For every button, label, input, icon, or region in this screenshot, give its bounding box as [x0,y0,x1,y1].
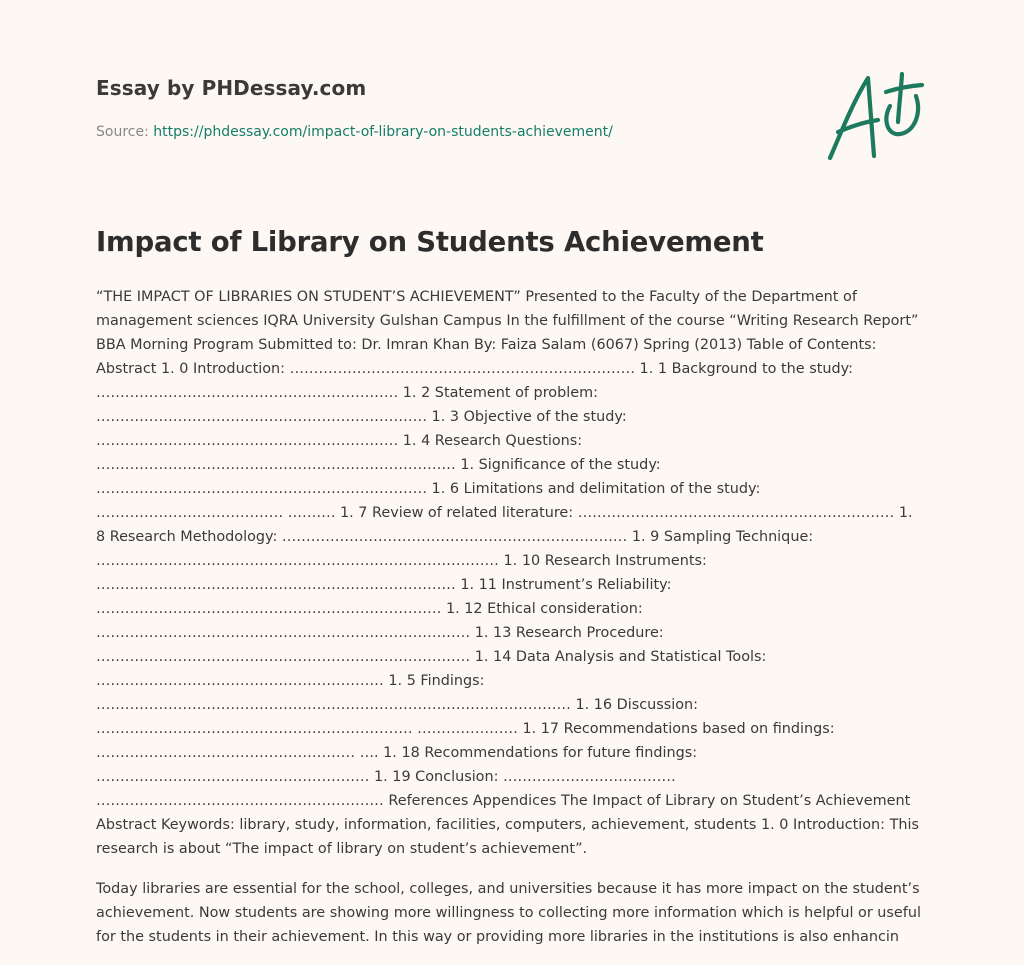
plus-loop-stroke [886,96,918,134]
page-title: Impact of Library on Students Achievement [96,226,764,258]
essay-body [96,285,926,965]
paragraph-2: Today libraries are essential for the school, colleges, and universities because it has more impact on the student’s achievement. Now students are showing more willingness to collecting more information which is helpful or useful for the students in their achievement. In this way or providing more libraries in the institutions is also enhancin [96,881,921,945]
plus-horizontal-stroke [886,85,922,92]
brand-heading: Essay by PHDessay.com [96,76,367,100]
source-link[interactable]: https://phdessay.com/impact-of-library-on-students-achievement/ [153,124,613,140]
source-label: Source: [96,124,149,140]
source-line [96,124,613,140]
plus-vertical-stroke [898,74,902,122]
a-plus-grade-icon [824,66,928,166]
paragraph-1: “THE IMPACT OF LIBRARIES ON STUDENT’S ACHIEVEMENT” Presented to the Faculty of the Department of management sciences IQRA University Gulshan Campus In the fulfillment of the course “Writing Research Report” BBA Morning Program Submitted to: Dr. Imran Khan By: Faiza Salam (6067) Spring (2013) Table of Contents: Abstract 1. 0 Introduction: ……………………………………………………………… 1. 1 Background to the study: ……………………………………………………… 1. 2 Statement of problem: …………………………………………………………… 1. 3 Objective of the study: ……………………………………………………… 1. 4 Research Questions: ………………………………………………………………… 1. Significance of the study: …………………………………………………………… 1. 6 Limitations and delimitation of the study: ………………………………… ………. 1. 7 Review of related literature: ………………………………………………………… 1. 8 Research Methodology: ……………………………………………………………… 1. 9 Sampling Technique: ………………………………………………………………………… 1. 10 Research Instruments: ………………………………………………………………… 1. 11 Instrument’s Reliability: ……………………………………………………………… 1. 12 Ethical consideration: …………………………………………………………………… 1. 13 Research Procedure: …………………………………………………………………… 1. 14 Data Analysis and Statistical Tools: …………………………………………………… 1. 5 Findings: ……………………………………………………………………………………… 1. 16 Discussion: ………………………………………………………… ………………… 1. 17 Recommendations based on findings: ……………………………………………… …. 1. 18 Recommendations for future findings: ………………………………………………… 1. 19 Conclusion: ……………………………… …………………………………………………… References Appendices The Impact of Library on Student’s Achievement Abstract Keywords: library, study, information, facilities, computers, achievement, students 1. 0 Introduction: This research is about “The impact of library on student’s achievement”. [96,289,920,857]
a-letter-stroke [830,78,874,158]
